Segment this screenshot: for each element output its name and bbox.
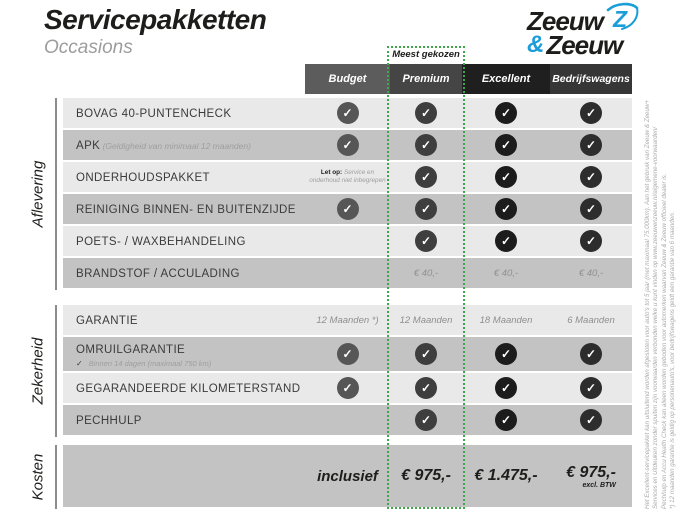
footnote-line: Het Excellent-servicepakket kan uitsluitend worden afgesloten voor auto's tot 5 jaar (met maximaal 75.000km). Aan het gebruik van Zeeuw & Zeeuw+ [644,99,651,509]
check-icon: ✓ [415,343,437,365]
cell-budget [305,343,390,365]
cell-bedrijfswagens [550,198,632,220]
row-label [63,136,305,154]
logo-line-2 [527,32,639,58]
table-row [63,405,632,435]
row-label [63,264,305,282]
page-subtitle: Occasions [44,37,133,58]
check-icon: ✓ [495,102,517,124]
check-icon: ✓ [415,230,437,252]
check-icon: ✓ [415,377,437,399]
cell-budget [305,134,390,156]
cell-excellent [462,134,550,156]
check-icon: ✓ [580,409,602,431]
column-header-excellent: Excellent [462,64,550,94]
cell-excellent [462,315,550,326]
page-title: Servicepakketten [44,4,267,35]
side-rule [55,445,57,509]
most-chosen-badge: Meest gekozen [392,49,460,60]
cell-value: € 40,- [493,267,519,279]
cell-budget [305,468,390,485]
column-header-budget: Budget [305,64,390,94]
section-zekerheid [63,305,632,437]
cell-budget [305,102,390,124]
svg-text:Z: Z [612,6,627,32]
logo-ampersand: & [527,31,545,58]
cell-bedrijfswagens [550,343,632,365]
table-row [63,162,632,192]
check-icon: ✓ [337,343,359,365]
row-label-line [76,411,305,429]
cell-premium [390,268,462,279]
footnote-line: *) 12 maanden garantie is geldig op personenauto's, voor bedrijfswagens geldt een garantie van 6 maanden. [669,211,677,509]
cell-excellent [462,343,550,365]
cell-budget [305,169,390,184]
cell-bedrijfswagens [550,409,632,431]
row-label-line [76,311,305,329]
check-icon: ✓ [415,166,437,188]
check-icon: ✓ [580,134,602,156]
table-row [63,258,632,288]
row-label-line [76,200,305,218]
cell-excellent [462,230,550,252]
title-block [44,4,266,59]
row-label [63,411,305,429]
check-icon: ✓ [495,166,517,188]
row-label-note: (Geldigheid van minimaal 12 maanden) [100,141,251,151]
footnote [644,60,678,509]
price-note: excl. BTW [582,481,616,489]
cell-value: € 40,- [413,267,439,279]
logo-word-2: Zeeuw [546,30,623,60]
side-label-kosten [27,445,57,509]
row-label-text: GEGARANDEERDE KILOMETERSTAND [76,383,301,395]
footnote-line: Services en Uitdeuken zonder spuiten zijn voorwaarden verbonden welke u kunt vinden op www.zeeuwenzeeuw.nl/algemene-voorwaarden/ [652,126,660,509]
row-sub-note [76,359,305,368]
cell-premium [390,134,462,156]
price-block [401,467,451,485]
cell-premium [390,166,462,188]
cell-excellent [462,198,550,220]
cell-bedrijfswagens [550,230,632,252]
check-icon: ✓ [337,198,359,220]
table-row [63,130,632,160]
section-aflevering [63,98,632,290]
table-row [63,98,632,128]
row-label-line [76,232,305,250]
logo-word-1: Zeeuw [527,6,603,36]
budget-note [305,169,390,184]
check-icon: ✓ [495,230,517,252]
table-row [63,337,632,371]
row-label [63,311,305,329]
cell-budget [305,315,390,326]
kosten-row [63,445,632,507]
check-icon: ✓ [337,377,359,399]
cell-bedrijfswagens [550,315,632,326]
side-rule [55,305,57,437]
check-icon: ✓ [495,343,517,365]
cell-value: 12 Maanden *) [316,314,379,326]
table-row [63,194,632,224]
side-label-text: Zekerheid [29,337,47,405]
check-icon: ✓ [495,134,517,156]
check-icon: ✓ [580,102,602,124]
table-row [63,305,632,335]
small-check-icon: ✓ [76,359,83,368]
check-icon: ✓ [415,134,437,156]
check-icon: ✓ [580,230,602,252]
cell-excellent [462,166,550,188]
check-icon: ✓ [580,166,602,188]
check-icon: ✓ [495,198,517,220]
row-label [63,232,305,250]
cell-premium [390,409,462,431]
row-label-text: BOVAG 40-PUNTENCHECK [76,108,232,120]
row-label-line [76,104,305,122]
row-label [63,340,305,368]
cell-bedrijfswagens [550,377,632,399]
cell-bedrijfswagens [550,134,632,156]
column-header-bedrijfswagens: Bedrijfswagens [550,64,632,94]
cell-bedrijfswagens [550,102,632,124]
footnote-line: Pechhulp en Accu Health Check kan alleen worden geboden voor automerken waarvan Zeeuw & Zeeuw officieel dealer is. [660,173,668,509]
cell-excellent [462,409,550,431]
row-label-text: BRANDSTOF / ACCULADING [76,268,240,280]
price-value: € 975,- [566,463,616,481]
column-header-premium: Premium [390,64,462,94]
check-icon: ✓ [415,409,437,431]
side-rule [55,98,57,290]
kosten-inclusief: inclusief [317,467,378,485]
cell-premium [390,102,462,124]
row-label-line [76,168,305,186]
row-label-text: APK [76,140,101,152]
table-row [63,226,632,256]
column-headers [305,64,632,94]
zeeuw-en-zeeuw-logo [527,8,639,58]
cell-bedrijfswagens [550,268,632,279]
budget-note-text: Service en onderhoud niet inbegrepen [309,169,386,184]
cell-value: 6 Maanden [567,314,615,326]
table-area [29,64,632,514]
check-icon: ✓ [580,198,602,220]
row-label [63,104,305,122]
cell-value: € 40,- [578,267,604,279]
row-label-text: OMRUILGARANTIE [76,344,186,356]
table-row [63,373,632,403]
row-label [63,168,305,186]
row-label-line [76,136,305,154]
row-label-line [76,340,305,358]
check-icon: ✓ [495,377,517,399]
row-label-line [76,264,305,282]
cell-budget [305,198,390,220]
row-sub-text: Binnen 14 dagen (maximaal 750 km) [88,359,212,368]
side-label-text: Kosten [29,453,47,501]
side-label-aflevering [27,98,57,290]
cell-premium [390,377,462,399]
row-label-text: REINIGING BINNEN- EN BUITENZIJDE [76,204,296,216]
cell-value: 12 Maanden [399,314,453,326]
price-value: € 975,- [401,467,451,484]
cell-premium [390,230,462,252]
row-label-text: GARANTIE [76,315,138,327]
check-icon: ✓ [580,343,602,365]
check-icon: ✓ [337,134,359,156]
cell-bedrijfswagens [550,166,632,188]
row-label-text: POETS- / WAXBEHANDELING [76,236,246,248]
cell-premium [390,315,462,326]
row-label [63,379,305,397]
check-icon: ✓ [415,198,437,220]
price-value: € 1.475,- [474,467,538,484]
check-icon: ✓ [495,409,517,431]
cell-bedrijfswagens [550,464,632,489]
cell-excellent [462,377,550,399]
section-kosten [63,445,632,509]
price-block [474,467,537,485]
cell-premium [390,343,462,365]
check-icon: ✓ [337,102,359,124]
budget-note-lead: Let op: [320,169,344,177]
cell-value: 18 Maanden [479,314,533,326]
side-label-text: Aflevering [29,160,47,228]
row-label [63,200,305,218]
cell-premium [390,198,462,220]
check-icon: ✓ [580,377,602,399]
cell-budget [305,377,390,399]
row-label-text: ONDERHOUDSPAKKET [76,172,210,184]
row-label-line [76,379,305,397]
check-icon: ✓ [415,102,437,124]
cell-excellent [462,102,550,124]
price-block [566,464,616,489]
side-label-zekerheid [27,305,57,437]
cell-excellent [462,467,550,485]
row-label-text: PECHHULP [76,415,142,427]
cell-premium [390,467,462,485]
cell-excellent [462,268,550,279]
